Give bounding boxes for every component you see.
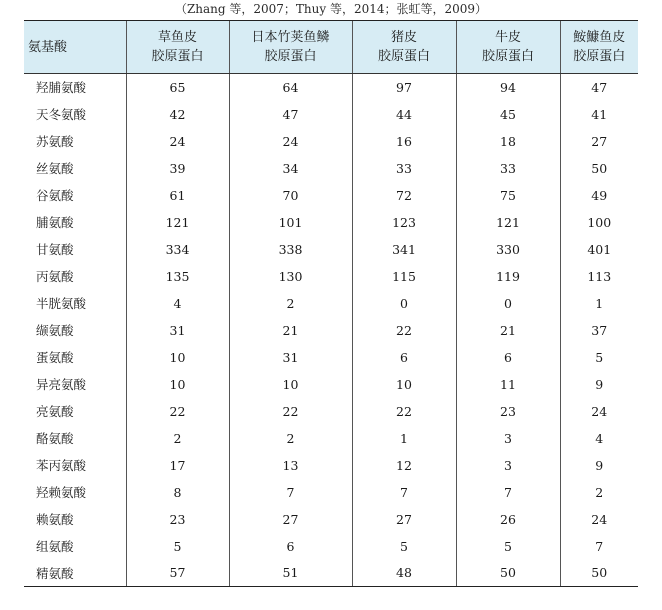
table-cell: 21 bbox=[456, 317, 560, 344]
table-cell: 34 bbox=[229, 155, 352, 182]
header-grass-carp-skin bbox=[126, 21, 229, 74]
table-row bbox=[24, 317, 638, 344]
table-cell: 27 bbox=[352, 506, 456, 533]
table-cell: 12 bbox=[352, 452, 456, 479]
table-cell: 0 bbox=[456, 290, 560, 317]
table-cell: 0 bbox=[352, 290, 456, 317]
table-cell: 51 bbox=[229, 560, 352, 587]
table-cell: 113 bbox=[560, 263, 638, 290]
table-cell: 2 bbox=[229, 425, 352, 452]
table-cell: 24 bbox=[126, 128, 229, 155]
table-cell: 135 bbox=[126, 263, 229, 290]
table-cell: 6 bbox=[456, 344, 560, 371]
table-cell: 121 bbox=[456, 209, 560, 236]
table-cell: 5 bbox=[456, 533, 560, 560]
table-cell: 26 bbox=[456, 506, 560, 533]
table-cell: 18 bbox=[456, 128, 560, 155]
table-cell: 50 bbox=[456, 560, 560, 587]
table-row bbox=[24, 209, 638, 236]
amino-acid-name: 赖氨酸 bbox=[36, 512, 74, 527]
table-cell: 5 bbox=[560, 344, 638, 371]
header-amino-acid: 氨基酸 bbox=[24, 21, 126, 74]
header-line1: 日本竹荚鱼鳞 bbox=[251, 30, 330, 45]
header-jack-mackerel-scale bbox=[229, 21, 352, 74]
table-cell: 42 bbox=[126, 101, 229, 128]
table-row bbox=[24, 101, 638, 128]
table-cell: 130 bbox=[229, 263, 352, 290]
table-cell: 23 bbox=[126, 506, 229, 533]
amino-acid-name: 精氨酸 bbox=[24, 560, 126, 587]
table-row bbox=[24, 236, 638, 263]
table-cell: 2 bbox=[126, 425, 229, 452]
table-cell: 1 bbox=[352, 425, 456, 452]
table-cell: 24 bbox=[560, 398, 638, 425]
amino-acid-name: 丙氨酸 bbox=[36, 269, 74, 284]
table-cell: 33 bbox=[456, 155, 560, 182]
header-monkfish-skin bbox=[560, 21, 638, 74]
table-row bbox=[24, 290, 638, 317]
table-cell: 21 bbox=[229, 317, 352, 344]
table-cell: 64 bbox=[229, 74, 352, 101]
table-cell: 72 bbox=[352, 182, 456, 209]
table-row bbox=[24, 425, 638, 452]
table-cell: 47 bbox=[229, 101, 352, 128]
table-cell: 338 bbox=[229, 236, 352, 263]
table-cell: 123 bbox=[352, 209, 456, 236]
table-cell: 6 bbox=[352, 344, 456, 371]
amino-acid-name: 蛋氨酸 bbox=[36, 350, 74, 365]
amino-acid-name: 丝氨酸 bbox=[36, 161, 74, 176]
amino-acid-name: 组氨酸 bbox=[36, 539, 74, 554]
header-line1: 草鱼皮 bbox=[157, 30, 197, 45]
header-line1: 猪皮 bbox=[390, 30, 417, 45]
table-cell: 22 bbox=[126, 398, 229, 425]
table-cell: 100 bbox=[560, 209, 638, 236]
table-cell: 401 bbox=[560, 236, 638, 263]
table-row bbox=[24, 182, 638, 209]
table-cell: 11 bbox=[456, 371, 560, 398]
table-caption: （Zhang 等，2007；Thuy 等，2014；张虹等，2009） bbox=[174, 2, 488, 16]
table-cell: 61 bbox=[126, 182, 229, 209]
table-cell: 50 bbox=[560, 560, 638, 587]
table-cell: 119 bbox=[456, 263, 560, 290]
table-cell: 45 bbox=[456, 101, 560, 128]
table-cell: 10 bbox=[126, 344, 229, 371]
table-cell: 334 bbox=[126, 236, 229, 263]
amino-acid-name: 酪氨酸 bbox=[36, 431, 74, 446]
table-cell: 16 bbox=[352, 128, 456, 155]
amino-acid-name: 苯丙氨酸 bbox=[36, 458, 87, 473]
table-row bbox=[24, 263, 638, 290]
amino-acid-name: 苏氨酸 bbox=[36, 134, 74, 149]
table-cell: 7 bbox=[560, 533, 638, 560]
table-cell: 22 bbox=[229, 398, 352, 425]
table-cell: 44 bbox=[352, 101, 456, 128]
table-cell: 1 bbox=[560, 290, 638, 317]
header-line2: 胶原蛋白 bbox=[573, 49, 626, 64]
table-row bbox=[24, 560, 638, 587]
table-cell: 3 bbox=[456, 452, 560, 479]
amino-acid-name: 缬氨酸 bbox=[36, 323, 74, 338]
table-cell: 94 bbox=[456, 74, 560, 101]
table-row bbox=[24, 398, 638, 425]
amino-acid-table bbox=[24, 20, 638, 587]
table-cell: 23 bbox=[456, 398, 560, 425]
table-cell: 10 bbox=[352, 371, 456, 398]
table-row bbox=[24, 479, 638, 506]
table-cell: 7 bbox=[229, 479, 352, 506]
table-row bbox=[24, 452, 638, 479]
table-cell: 33 bbox=[352, 155, 456, 182]
table-cell: 6 bbox=[229, 533, 352, 560]
table-cell: 13 bbox=[229, 452, 352, 479]
table-row bbox=[24, 506, 638, 533]
table-cell: 57 bbox=[126, 560, 229, 587]
table-cell: 115 bbox=[352, 263, 456, 290]
table-cell: 9 bbox=[560, 452, 638, 479]
table-cell: 10 bbox=[229, 371, 352, 398]
table-row bbox=[24, 74, 638, 101]
amino-acid-name: 甘氨酸 bbox=[36, 242, 74, 257]
amino-acid-name: 脯氨酸 bbox=[36, 215, 74, 230]
table-row bbox=[24, 344, 638, 371]
table-cell: 31 bbox=[126, 317, 229, 344]
header-cow-skin bbox=[456, 21, 560, 74]
table-cell: 70 bbox=[229, 182, 352, 209]
table-cell: 50 bbox=[560, 155, 638, 182]
table-cell: 8 bbox=[126, 479, 229, 506]
table-cell: 7 bbox=[456, 479, 560, 506]
table-row bbox=[24, 155, 638, 182]
header-line2: 胶原蛋白 bbox=[264, 49, 317, 64]
table-cell: 341 bbox=[352, 236, 456, 263]
table-cell: 330 bbox=[456, 236, 560, 263]
amino-acid-name: 羟赖氨酸 bbox=[36, 485, 87, 500]
table-cell: 5 bbox=[126, 533, 229, 560]
table-cell: 4 bbox=[560, 425, 638, 452]
table-cell: 27 bbox=[229, 506, 352, 533]
table-cell: 31 bbox=[229, 344, 352, 371]
amino-acid-name: 天冬氨酸 bbox=[36, 107, 87, 122]
table-cell: 22 bbox=[352, 317, 456, 344]
table-cell: 3 bbox=[456, 425, 560, 452]
table-cell: 17 bbox=[126, 452, 229, 479]
header-pig-skin bbox=[352, 21, 456, 74]
table-cell: 37 bbox=[560, 317, 638, 344]
header-line2: 胶原蛋白 bbox=[377, 49, 430, 64]
table-cell: 48 bbox=[352, 560, 456, 587]
table-cell: 65 bbox=[126, 74, 229, 101]
table-cell: 7 bbox=[352, 479, 456, 506]
table-cell: 2 bbox=[229, 290, 352, 317]
header-line2: 胶原蛋白 bbox=[481, 49, 534, 64]
table-cell: 24 bbox=[560, 506, 638, 533]
table-cell: 41 bbox=[560, 101, 638, 128]
table-cell: 9 bbox=[560, 371, 638, 398]
table-cell: 39 bbox=[126, 155, 229, 182]
table-cell: 47 bbox=[560, 74, 638, 101]
table-header-row bbox=[24, 21, 638, 74]
table-cell: 49 bbox=[560, 182, 638, 209]
table-cell: 4 bbox=[126, 290, 229, 317]
table-cell: 2 bbox=[560, 479, 638, 506]
amino-acid-name: 谷氨酸 bbox=[36, 188, 74, 203]
header-line1: 牛皮 bbox=[494, 30, 521, 45]
amino-acid-name: 半胱氨酸 bbox=[36, 296, 87, 311]
table-cell: 10 bbox=[126, 371, 229, 398]
table-cell: 5 bbox=[352, 533, 456, 560]
table-row bbox=[24, 533, 638, 560]
table-cell: 97 bbox=[352, 74, 456, 101]
table-body bbox=[24, 74, 638, 587]
table-cell: 121 bbox=[126, 209, 229, 236]
table-row bbox=[24, 371, 638, 398]
table-cell: 22 bbox=[352, 398, 456, 425]
amino-acid-name: 亮氨酸 bbox=[36, 404, 74, 419]
table-cell: 101 bbox=[229, 209, 352, 236]
header-line2: 胶原蛋白 bbox=[151, 49, 204, 64]
table-cell: 27 bbox=[560, 128, 638, 155]
table-cell: 24 bbox=[229, 128, 352, 155]
amino-acid-name: 异亮氨酸 bbox=[36, 377, 87, 392]
amino-acid-name: 羟脯氨酸 bbox=[36, 80, 87, 96]
table-row bbox=[24, 128, 638, 155]
header-line1: 鮟鱇鱼皮 bbox=[573, 30, 626, 45]
table-cell: 75 bbox=[456, 182, 560, 209]
